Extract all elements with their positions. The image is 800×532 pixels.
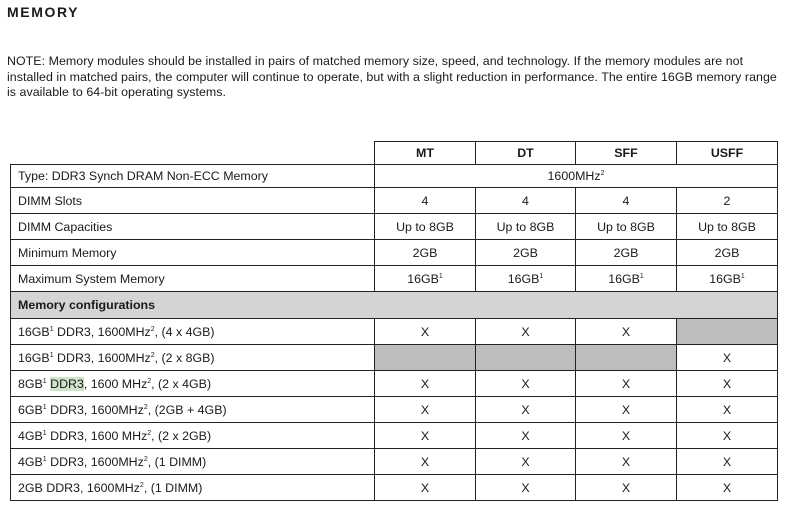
- spec-value-cell: [677, 240, 778, 266]
- footnote-marker: 2: [143, 403, 148, 411]
- footnote-marker: 1: [740, 272, 745, 280]
- config-support-cell: X: [476, 449, 576, 475]
- header-blank-cell: [11, 142, 375, 165]
- spec-label: DIMM Capacities: [11, 214, 375, 240]
- spec-value: Up to 8GB: [698, 219, 756, 234]
- config-modules: , (2GB + 4GB): [147, 402, 227, 417]
- spec-value-cell: [476, 188, 576, 214]
- spec-row: [11, 266, 778, 292]
- config-tech: DDR3: [50, 402, 84, 417]
- spec-value-cell: [375, 240, 476, 266]
- config-row: [11, 475, 778, 501]
- spec-value-cell: [375, 188, 476, 214]
- spec-value-cell: [677, 188, 778, 214]
- config-size: 2GB: [18, 480, 43, 495]
- config-support-cell: X: [677, 423, 778, 449]
- spec-value-cell: [476, 240, 576, 266]
- spec-row: [11, 188, 778, 214]
- footnote-marker: 2: [150, 325, 155, 333]
- config-modules: , (4 x 4GB): [154, 324, 215, 339]
- config-size: 16GB: [18, 350, 50, 365]
- config-tech: DDR3: [50, 376, 84, 391]
- config-support-cell: X: [677, 449, 778, 475]
- footnote-marker: 1: [42, 429, 47, 437]
- config-speed: , 1600MHz: [83, 454, 144, 469]
- config-support-cell: X: [576, 449, 677, 475]
- config-tech: DDR3: [50, 454, 84, 469]
- page-heading: MEMORY: [7, 4, 80, 20]
- config-row: [11, 449, 778, 475]
- footnote-marker: 1: [438, 272, 443, 280]
- footnote-marker: 1: [42, 455, 47, 463]
- config-speed: , 1600MHz: [83, 402, 144, 417]
- footnote-marker: 1: [49, 325, 54, 333]
- config-label: [11, 371, 375, 397]
- spec-value: Up to 8GB: [396, 219, 454, 234]
- column-header-dt: DT: [476, 142, 576, 165]
- type-value-footnote: 2: [600, 170, 605, 177]
- spec-value-cell: [576, 266, 677, 292]
- config-speed: , 1600MHz: [90, 324, 151, 339]
- config-size: 8GB: [18, 376, 43, 391]
- spec-value: 16GB: [608, 271, 640, 286]
- footnote-marker: 2: [147, 377, 152, 385]
- not-available-cell: [476, 345, 576, 371]
- spec-value: 2GB: [412, 245, 438, 260]
- config-tech: DDR3: [50, 428, 84, 443]
- column-header-mt: MT: [375, 142, 476, 165]
- config-support-cell: X: [677, 475, 778, 501]
- table-header-row: [11, 142, 778, 165]
- type-value-text: 1600MHz: [547, 169, 601, 183]
- config-label: [11, 345, 375, 371]
- config-support-cell: X: [375, 371, 476, 397]
- spec-value-cell: [476, 214, 576, 240]
- config-size: 4GB: [18, 454, 43, 469]
- type-label: Type: DDR3 Synch DRAM Non-ECC Memory: [11, 165, 375, 188]
- section-row: [11, 292, 778, 319]
- spec-value-cell: [375, 266, 476, 292]
- footnote-marker: 1: [639, 272, 644, 280]
- spec-label: Maximum System Memory: [11, 266, 375, 292]
- config-speed: , 1600MHz: [80, 480, 140, 495]
- config-size: 4GB: [18, 428, 43, 443]
- spec-value-cell: [576, 214, 677, 240]
- spec-label: DIMM Slots: [11, 188, 375, 214]
- config-support-cell: X: [375, 423, 476, 449]
- type-row: [11, 165, 778, 188]
- config-label: [11, 475, 375, 501]
- spec-value: 4: [622, 193, 630, 208]
- config-modules: , (2 x 8GB): [154, 350, 215, 365]
- spec-value-cell: [576, 240, 677, 266]
- spec-value: Up to 8GB: [597, 219, 655, 234]
- config-support-cell: X: [375, 449, 476, 475]
- config-support-cell: X: [677, 345, 778, 371]
- spec-value-cell: [677, 214, 778, 240]
- memory-note: NOTE: Memory modules should be installed in pairs of matched memory size, speed, and technology. If the memory modules are not installed in matched pairs, the computer will continue to operate, but with a slight reduction in performance. The entire 16GB memory range is available to 64-bit operating systems.: [7, 54, 777, 100]
- footnote-marker: 2: [143, 455, 148, 463]
- config-modules: , (1 DIMM): [143, 480, 203, 495]
- footnote-marker: 1: [42, 377, 47, 385]
- config-tech: DDR3: [46, 480, 80, 495]
- config-label: [11, 449, 375, 475]
- spec-value: 4: [421, 193, 429, 208]
- spec-label: Minimum Memory: [11, 240, 375, 266]
- config-row: [11, 397, 778, 423]
- spec-value: 4: [522, 193, 529, 208]
- not-available-cell: [576, 345, 677, 371]
- spec-row: [11, 240, 778, 266]
- config-speed: , 1600 MHz: [83, 428, 148, 443]
- config-label: [11, 319, 375, 345]
- spec-value: 16GB: [507, 271, 540, 286]
- spec-value: 16GB: [407, 271, 439, 286]
- config-support-cell: X: [576, 475, 677, 501]
- footnote-marker: 2: [139, 481, 144, 489]
- config-row: [11, 345, 778, 371]
- not-available-cell: [677, 319, 778, 345]
- config-support-cell: X: [576, 319, 677, 345]
- config-support-cell: X: [576, 397, 677, 423]
- config-support-cell: X: [476, 475, 576, 501]
- config-support-cell: X: [375, 475, 476, 501]
- section-label: Memory configurations: [11, 292, 778, 319]
- config-support-cell: X: [476, 371, 576, 397]
- spec-value-cell: [677, 266, 778, 292]
- spec-value: 2GB: [714, 245, 740, 260]
- footnote-marker: 2: [150, 351, 155, 359]
- spec-value: 16GB: [709, 271, 741, 286]
- config-support-cell: X: [375, 319, 476, 345]
- column-header-usff: USFF: [677, 142, 778, 165]
- config-modules: , (2 x 2GB): [151, 428, 212, 443]
- footnote-marker: 1: [42, 403, 47, 411]
- config-support-cell: X: [677, 371, 778, 397]
- footnote-marker: 2: [147, 429, 152, 437]
- config-size: 6GB: [18, 402, 43, 417]
- config-tech: DDR3: [57, 324, 91, 339]
- config-row: [11, 423, 778, 449]
- config-support-cell: X: [576, 371, 677, 397]
- spec-value: 2GB: [613, 245, 639, 260]
- config-row: [11, 371, 778, 397]
- config-label: [11, 423, 375, 449]
- spec-value: Up to 8GB: [496, 219, 555, 234]
- spec-row: [11, 214, 778, 240]
- memory-spec-table: [10, 141, 778, 501]
- config-modules: , (2 x 4GB): [151, 376, 212, 391]
- config-tech: DDR3: [57, 350, 91, 365]
- config-support-cell: X: [576, 423, 677, 449]
- type-value: [375, 165, 778, 188]
- config-support-cell: X: [677, 397, 778, 423]
- spec-value: 2GB: [513, 245, 538, 260]
- config-row: [11, 319, 778, 345]
- config-label: [11, 397, 375, 423]
- config-modules: , (1 DIMM): [147, 454, 207, 469]
- config-support-cell: X: [476, 319, 576, 345]
- spec-value: 2: [723, 193, 731, 208]
- config-support-cell: X: [375, 397, 476, 423]
- footnote-marker: 1: [49, 351, 54, 359]
- column-header-sff: SFF: [576, 142, 677, 165]
- spec-value-cell: [375, 214, 476, 240]
- config-speed: , 1600 MHz: [83, 376, 148, 391]
- config-support-cell: X: [476, 423, 576, 449]
- config-size: 16GB: [18, 324, 50, 339]
- config-speed: , 1600MHz: [90, 350, 151, 365]
- config-support-cell: X: [476, 397, 576, 423]
- not-available-cell: [375, 345, 476, 371]
- footnote-marker: 1: [539, 272, 544, 280]
- spec-value-cell: [576, 188, 677, 214]
- spec-value-cell: [476, 266, 576, 292]
